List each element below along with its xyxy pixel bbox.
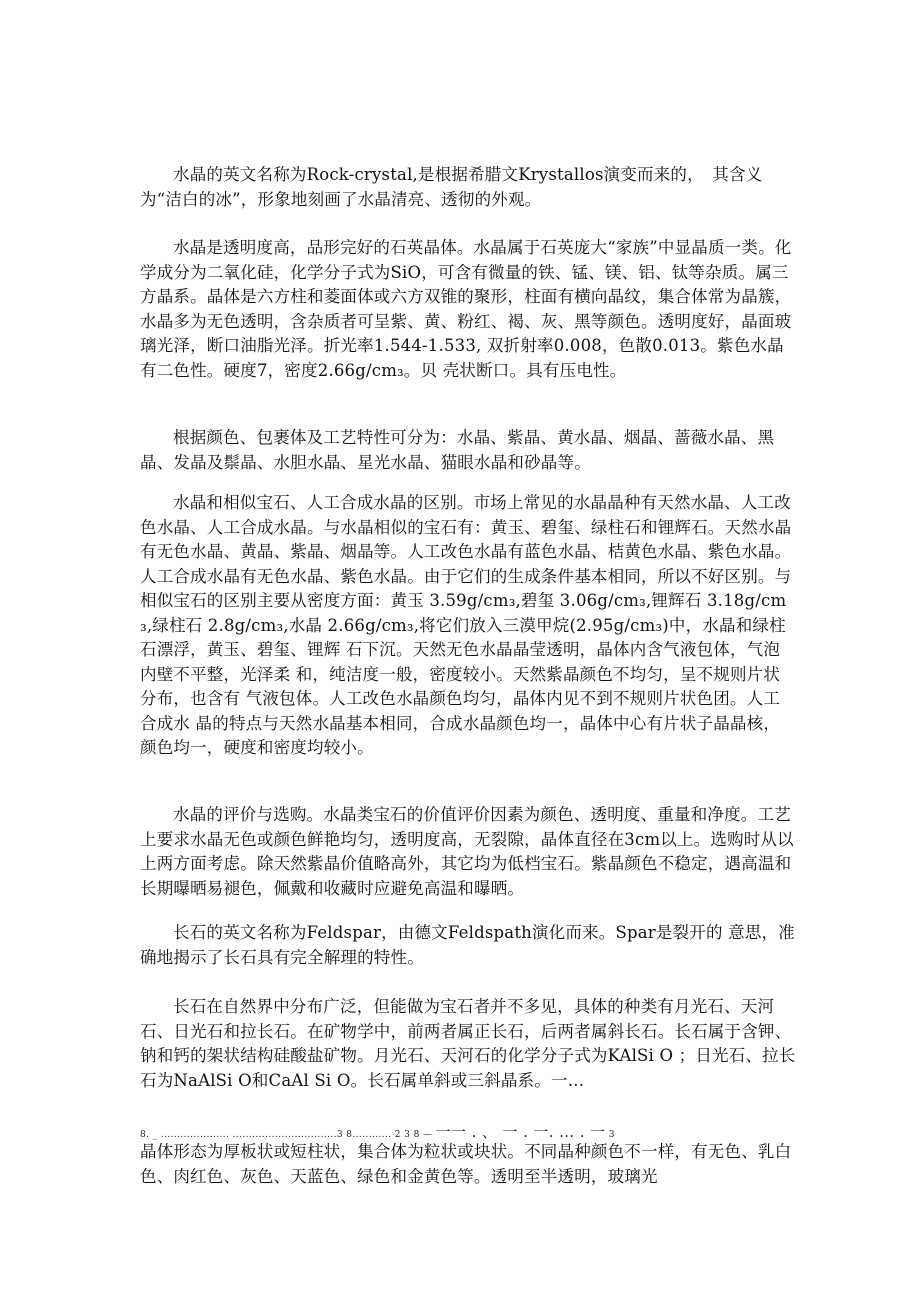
garbled-suffix: 一一 . 、 一 . 一. … . 一 xyxy=(435,1126,606,1141)
paragraph-rock-crystal-name: 水晶的英文名称为Rock-crystal,是根据希腊文Krystallos演变而来的， 其含义为“洁白的冰”，形象地刻画了水晶清亮、透彻的外观。 xyxy=(140,165,763,209)
garbled-tail-digit: 3 xyxy=(608,1130,615,1140)
paragraph-crystal-varieties: 根据颜色、包裹体及工艺特性可分为：水晶、紫晶、黄水晶、烟晶、蔷薇水晶、黑晶、发晶及鬃晶、水胆水晶、星光水晶、猫眼水晶和砂晶等。 xyxy=(140,428,775,472)
paragraph-crystal-evaluation: 水晶的评价与选购。水晶类宝石的价值评价因素为颜色、透明度、重量和净度。工艺上要求水晶无色或颜色鲜艳均匀，透明度高，无裂隙，晶体直径在3cm以上。选购时从以上两方面考虑。除天然紫晶价值略高外，其它均为低档宝石。紫晶颜色不稳定，遇高温和长期曝晒易褪色，佩戴和收藏时应避免高温和曝晒。 xyxy=(140,805,794,898)
paragraph-crystal-properties: 水晶是透明度高，品形完好的石英晶体。水晶属于石英庞大“家族”中显晶质一类。化学成分为二氧化硅，化学分子式为SiO，可含有微量的铁、锰、镁、铝、钛等杂质。属三方晶系。晶体是六方柱和菱面体或六方双锥的聚形，柱面有横向晶纹，集合体常为晶簇，水晶多为无色透明，含杂质者可呈紫、黄、粉红、褐、灰、黑等颜色。透明度好，晶面玻璃光泽，断口油脂光泽。折光率1.544-1.533, 双折射率0.008，色散0.013。紫色水晶有二色性。硬度7，密度2.66g/cm₃。贝 壳状断口。具有压电性。 xyxy=(140,238,792,380)
paragraph-feldspar-morphology: 晶体形态为厚板状或短柱状，集合体为粒状或块状。不同晶种颜色不一样，有无色、乳白色、肉红色、灰色、天蓝色、绿色和金黄色等。透明至半透明，玻璃光 xyxy=(140,1142,792,1186)
paragraph-feldspar-name: 长石的英文名称为Feldspar，由德文Feldspath演化而来。Spar是裂开的 意思，准确地揭示了长石具有完全解理的特性。 xyxy=(140,923,795,967)
paragraph-feldspar-distribution: 长石在自然界中分布广泛，但能做为宝石者并不多见，具体的种类有月光石、天河石、日光石和拉长石。在矿物学中，前两者属正长石，后两者属斜长石。长石属于含钾、钠和钙的架状结构硅酸盐矿物。月光石、天河石的化学分子式为KAlSi O ；日光石、拉长石为NaAlSi O和CaAl Si O。长石属单斜或三斜晶系。一… xyxy=(140,997,796,1090)
garbled-prefix: 8. _ ..................... ................................3 8............ 2 3 8 — xyxy=(140,1130,433,1140)
garbled-formula-line xyxy=(140,1126,796,1141)
paragraph-crystal-distinction: 水晶和相似宝石、人工合成水晶的区别。市场上常见的水晶晶种有天然水晶、人工改色水晶、人工合成水晶。与水晶相似的宝石有：黄玉、碧玺、绿柱石和锂辉石。天然水晶有无色水晶、黄晶、紫晶、烟晶等。人工改色水晶有蓝色水晶、桔黄色水晶、紫色水晶。人工合成水晶有无色水晶、紫色水晶。由于它们的生成条件基本相同，所以不好区别。与相似宝石的区别主要从密度方面：黄玉 3.59g/cm₃,碧玺 3.06g/cm₃,锂辉石 3.18g/cm₃,绿柱石 2.8g/cm₃,水晶 2.66g/cm₃,将它们放入三漠甲烷(2.95g/cm₃)中，水晶和绿柱石漂浮，黄玉、碧玺、锂辉 石下沉。天然无色水晶晶莹透明，晶体内含气液包体，气泡内壁不平整，光泽柔 和，纯洁度一般，密度较小。天然紫晶颜色不均匀，呈不规则片状分布，也含有 气液包体。人工改色水晶颜色均匀，晶体内见不到不规则片状色团。人工合成水 晶的特点与天然水晶基本相同，合成水晶颜色均一，晶体中心有片状子晶晶核， 颜色均一，硬度和密度均较小。 xyxy=(140,493,792,757)
